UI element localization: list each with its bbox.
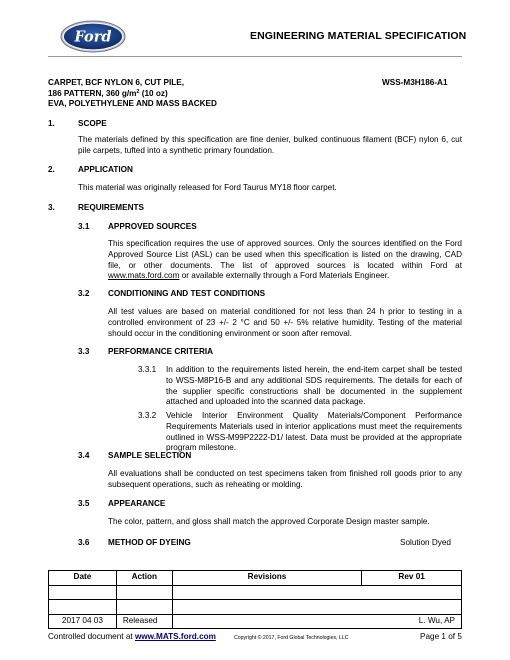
- ford-logo: [60, 20, 126, 53]
- col-revisions: Revisions: [172, 571, 361, 586]
- section-3-6-number: 3.6: [78, 538, 90, 547]
- section-3-4-title: SAMPLE SELECTION: [108, 451, 192, 460]
- col-action: Action: [116, 571, 172, 586]
- revision-row: [49, 614, 462, 629]
- revision-empty-row: [49, 600, 462, 615]
- section-3-6-value: Solution Dyed: [400, 538, 451, 547]
- section-3-3-2-number: 3.3.2: [138, 411, 157, 420]
- revision-author: L. Wu, AP: [172, 614, 461, 629]
- section-3-5-number: 3.5: [78, 499, 90, 508]
- spec-title-line2: 186 PATTERN, 360 $g/m^2$ (10 oz): [48, 88, 168, 98]
- section-1-text: The materials defined by this specification are fine denier, bulked continuous filament (BCF) nylon 6, cut pile carpets, tufted into a synthetic primary foundation.: [78, 135, 462, 155]
- col-rev: Rev 01: [362, 571, 462, 586]
- spec-title-line3: EVA, POLYETHYLENE AND MASS BACKED: [48, 99, 217, 108]
- section-3-2-title: CONDITIONING AND TEST CONDITIONS: [108, 289, 266, 298]
- section-3-3-1-text: In addition to the requirements listed herein, the end-item carpet shall be tested to WSS-M8P16-B and any additional SDS requirements. The details for each of the supplier specific constructions shall be documented in the supplement attached and uploaded into the scanned data package.: [166, 365, 462, 407]
- section-3-2-text: All test values are based on material conditioned for not less than 24 h prior to testing in a controlled environment of 23 +/- 2 °C and 50 +/- 5% relative humidity. Testing of the material should occur in the conditioning environment or soon after removal.: [108, 307, 462, 338]
- section-3-2-number: 3.2: [78, 289, 90, 298]
- section-3-5-title: APPEARANCE: [108, 499, 166, 508]
- logo-wordmark: Ford: [74, 28, 112, 46]
- section-3-1-number: 3.1: [78, 222, 90, 231]
- page-number: Page 1 of 5: [420, 632, 462, 641]
- spec-number: WSS-M3H186-A1: [382, 78, 448, 87]
- section-3-4-text: All evaluations shall be conducted on test specimens taken from finished roll goods prior to any subsequent operations, such as reheating or molding.: [108, 469, 462, 489]
- section-3-4-number: 3.4: [78, 451, 90, 460]
- controlled-document-note: Controlled document at www.MATS.ford.com: [48, 632, 216, 641]
- spec-title: [48, 78, 217, 110]
- section-3-1-title: APPROVED SOURCES: [108, 222, 197, 231]
- revision-empty-row: [49, 585, 462, 600]
- section-3-title: REQUIREMENTS: [78, 203, 144, 212]
- copyright: Copyright © 2017, Ford Global Technologies, LLC: [234, 635, 349, 641]
- section-3-1-text: This specification requires the use of approved sources. Only the sources identified on the Ford Approved Source List (ASL) can be used when this specification is listed on the drawing, CAD file, or other documents. The list of approved sources is located within Ford at www.mats.ford.com or available externally through a Ford Materials Engineer.: [108, 239, 462, 281]
- section-3-3-2-text: Vehicle Interior Environment Quality Materials/Component Performance Requirements Materials used in interior applications must meet the requirements outlined in WSS-M99P2222-D1/ latest. Data must be provided at the appropriate program milestone.: [166, 411, 462, 453]
- section-3-3-title: PERFORMANCE CRITERIA: [108, 347, 214, 356]
- section-2-number: 2.: [48, 165, 55, 174]
- document-title: ENGINEERING MATERIAL SPECIFICATION: [250, 30, 467, 42]
- section-3-3-number: 3.3: [78, 347, 90, 356]
- section-2-text: This material was originally released for Ford Taurus MY18 floor carpet.: [78, 183, 337, 192]
- revision-table: [48, 570, 462, 629]
- section-3-6-title: METHOD OF DYEING: [108, 538, 191, 547]
- revision-header-row: [49, 571, 462, 586]
- revision-date: 2017 04 03: [49, 614, 117, 629]
- section-3-5-text: The color, pattern, and gloss shall match the approved Corporate Design master sample.: [108, 517, 430, 526]
- header-rule: [48, 56, 462, 57]
- col-date: Date: [49, 571, 117, 586]
- mats-footer-link[interactable]: www.MATS.ford.com: [134, 632, 216, 641]
- section-1-title: SCOPE: [78, 119, 107, 128]
- mats-link[interactable]: www.mats.ford.com: [108, 271, 180, 281]
- section-2-title: APPLICATION: [78, 165, 133, 174]
- spec-title-line1: CARPET, BCF NYLON 6, CUT PILE,: [48, 78, 185, 87]
- section-3-3-1-number: 3.3.1: [138, 365, 157, 374]
- section-1-number: 1.: [48, 119, 55, 128]
- revision-action: Released: [116, 614, 172, 629]
- section-3-number: 3.: [48, 203, 55, 212]
